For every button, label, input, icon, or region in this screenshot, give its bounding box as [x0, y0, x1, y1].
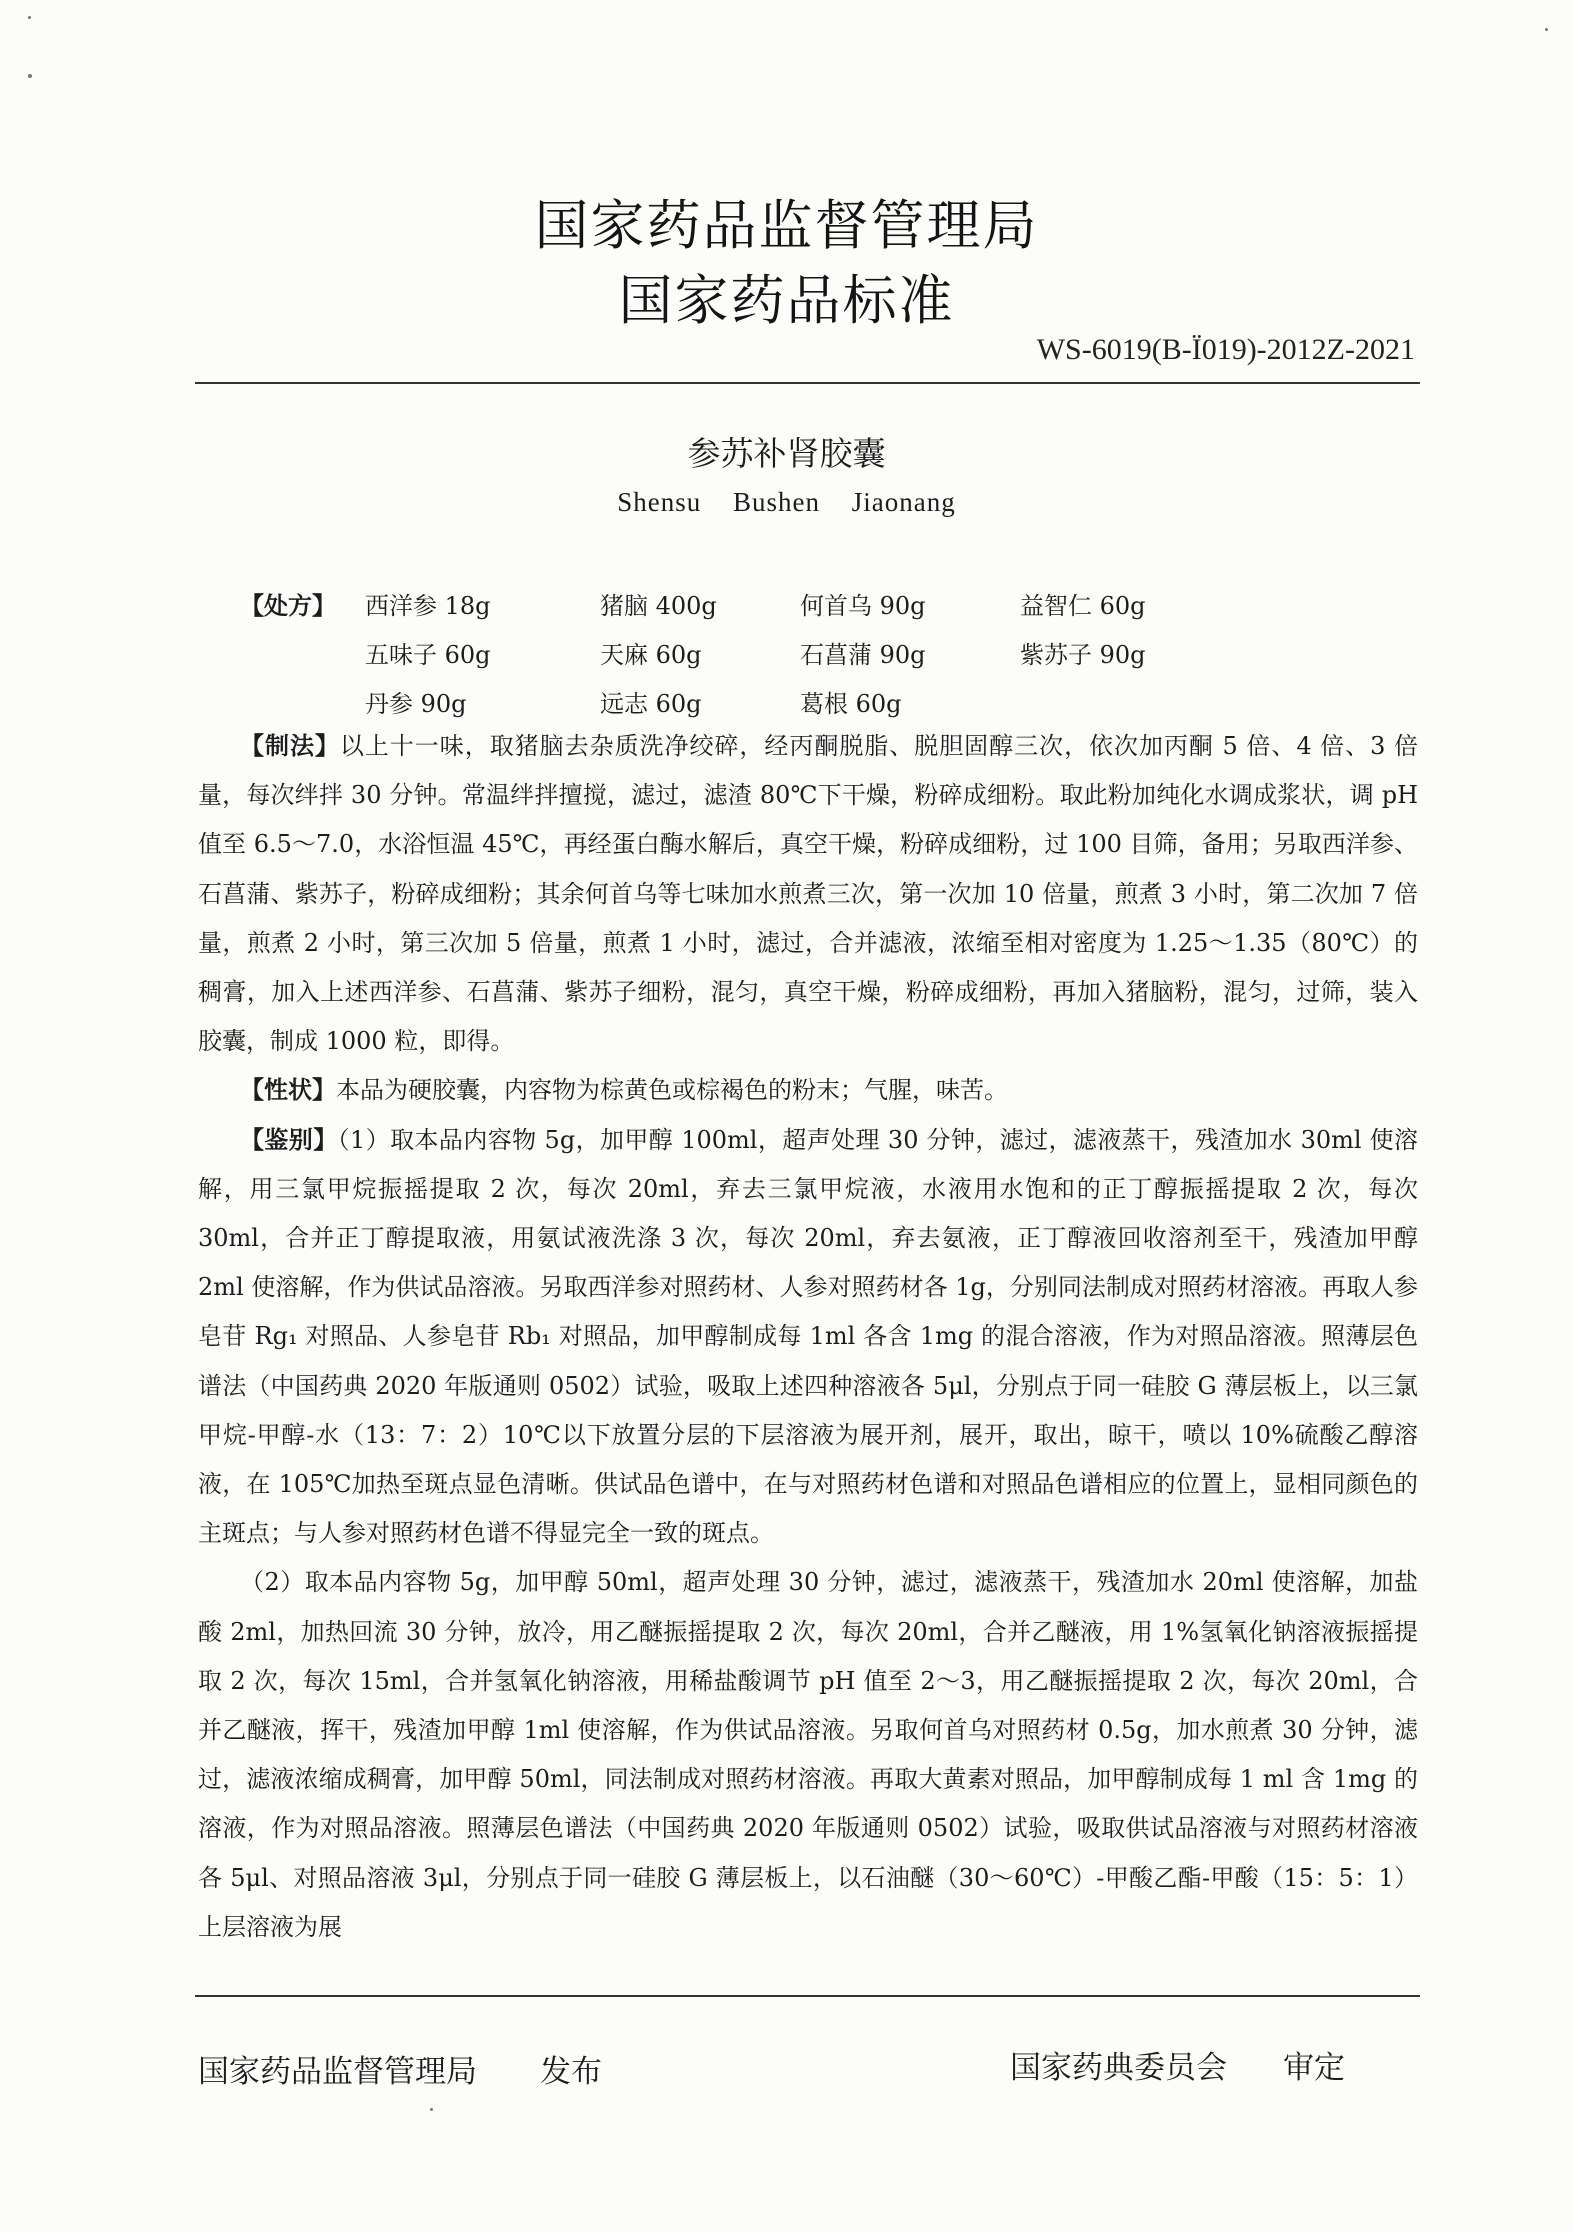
identification-paragraph-2 — [198, 1558, 1418, 1952]
method-text: 以上十一味，取猪脑去杂质洗净绞碎，经丙酮脱脂、脱胆固醇三次，依次加丙酮 5 倍、4 倍、3 倍量，每次绊拌 30 分钟。常温绊拌擅搅，滤过，滤渣 80℃下干燥，粉碎成细粉。取此粉加纯化水调成浆状，调 pH 值至 6.5～7.0，水浴恒温 45℃，再经蛋白酶水解后，真空干燥，粉碎成细粉，过 100 目筛，备用；另取西洋参、石菖蒲、紫苏子，粉碎成细粉；其余何首乌等七味加水煎煮三次，第一次加 10 倍量，煎煮 3 小时，第二次加 7 倍量，煎煮 2 小时，第三次加 5 倍量，煎煮 1 小时，滤过，合并滤液，浓缩至相对密度为 1.25～1.35（80℃）的稠膏，加入上述西洋参、石菖蒲、紫苏子细粉，混匀，真空干燥，粉碎成细粉，再加入猪脑粉，混匀，过筛，装入胶囊，制成 1000 粒，即得。 — [198, 732, 1418, 1056]
method-label: 【制法】 — [240, 732, 340, 760]
character-paragraph — [198, 1066, 1418, 1115]
drug-name-cn: 参苏补肾胶囊 — [687, 434, 886, 473]
agency-title: 国家药品监督管理局 — [534, 194, 1039, 257]
scan-speck — [28, 74, 32, 78]
header-divider — [195, 382, 1420, 384]
method-paragraph — [198, 722, 1418, 1066]
ingredient: 丹参 90g — [365, 690, 467, 718]
identification-paragraph-1 — [198, 1116, 1418, 1559]
scan-speck — [1545, 28, 1548, 31]
ingredient: 葛根 60g — [800, 690, 902, 718]
identification-text-2: （2）取本品内容物 5g，加甲醇 50ml，超声处理 30 分钟，滤过，滤液蒸干，残渣加水 20ml 使溶解，加盐酸 2ml，加热回流 30 分钟，放冷，用乙醚振摇提取 2 次，每次 20ml，合并乙醚液，用 1%氢氧化钠溶液振摇提取 2 次，每次 15ml，合并氢氧化钠溶液，用稀盐酸调节 pH 值至 2～3，用乙醚振摇提取 2 次，每次 20ml，合并乙醚液，挥干，残渣加甲醇 1ml 使溶解，作为供试品溶液。另取何首乌对照药材 0.5g，加水煎煮 30 分钟，滤过，滤液浓缩成稠膏，加甲醇 50ml，同法制成对照药材溶液。再取大黄素对照品，加甲醇制成每 1 ml 含 1mg 的溶液，作为对照品溶液。照薄层色谱法（中国药典 2020 年版通则 0502）试验，吸取供试品溶液与对照药材溶液各 5μl、对照品溶液 3μl，分别点于同一硅胶 G 薄层板上，以石油醚（30～60℃）-甲酸乙酯-甲酸（15：5：1）上层溶液为展 — [198, 1568, 1418, 1941]
prescription-label: 【处方】 — [240, 592, 336, 620]
ingredient: 天麻 60g — [600, 641, 702, 669]
publisher-name: 国家药品监督管理局 — [198, 2054, 477, 2090]
ingredient: 益智仁 60g — [1020, 592, 1146, 620]
ingredient: 远志 60g — [600, 690, 702, 718]
character-label: 【性状】 — [240, 1076, 336, 1105]
ingredient: 猪脑 400g — [600, 592, 717, 620]
ingredient: 石菖蒲 90g — [800, 641, 926, 669]
standard-title: 国家药品标准 — [618, 269, 955, 332]
reviewer-action: 审定 — [1283, 2050, 1345, 2086]
identification-label: 【鉴别】 — [240, 1125, 338, 1154]
footer-divider — [195, 1995, 1420, 1997]
publisher-action: 发布 — [540, 2054, 602, 2090]
drug-name-pinyin: Shensu Bushen Jiaonang — [617, 487, 956, 517]
identification-text-1: （1）取本品内容物 5g，加甲醇 100ml，超声处理 30 分钟，滤过，滤液蒸干，残渣加水 30ml 使溶解，用三氯甲烷振摇提取 2 次，每次 20ml，弃去三氯甲烷液，水液用水饱和的正丁醇振摇提取 2 次，每次 30ml，合并正丁醇提取液，用氨试液洗涤 3 次，每次 20ml，弃去氨液，正丁醇液回收溶剂至干，残渣加甲醇 2ml 使溶解，作为供试品溶液。另取西洋参对照药材、人参对照药材各 1g，分别同法制成对照药材溶液。再取人参皂苷 Rg₁ 对照品、人参皂苷 Rb₁ 对照品，加甲醇制成每 1ml 各含 1mg 的混合溶液，作为对照品溶液。照薄层色谱法（中国药典 2020 年版通则 0502）试验，吸取上述四种溶液各 5μl，分别点于同一硅胶 G 薄层板上，以三氯甲烷-甲醇-水（13：7：2）10℃以下放置分层的下层溶液为展开剂，展开，取出，晾干，喷以 10%硫酸乙醇溶液，在 105℃加热至斑点显色清晰。供试品色谱中，在与对照药材色谱和对照品色谱相应的位置上，显相同颜色的主斑点；与人参对照药材色谱不得显完全一致的斑点。 — [198, 1125, 1419, 1548]
reviewer-name: 国家药典委员会 — [1010, 2050, 1227, 2086]
standard-number: WS-6019(B-Ï019)-2012Z-2021 — [1036, 333, 1415, 366]
scan-speck — [28, 16, 31, 19]
character-text: 本品为硬胶囊，内容物为棕黄色或棕褐色的粉末；气腥，味苦。 — [336, 1076, 1008, 1105]
scan-speck — [430, 2108, 433, 2111]
body-text — [198, 722, 1418, 1952]
ingredient: 何首乌 90g — [800, 592, 926, 620]
ingredient: 紫苏子 90g — [1020, 641, 1146, 669]
ingredient: 五味子 60g — [365, 641, 491, 669]
ingredient: 西洋参 18g — [365, 592, 491, 620]
